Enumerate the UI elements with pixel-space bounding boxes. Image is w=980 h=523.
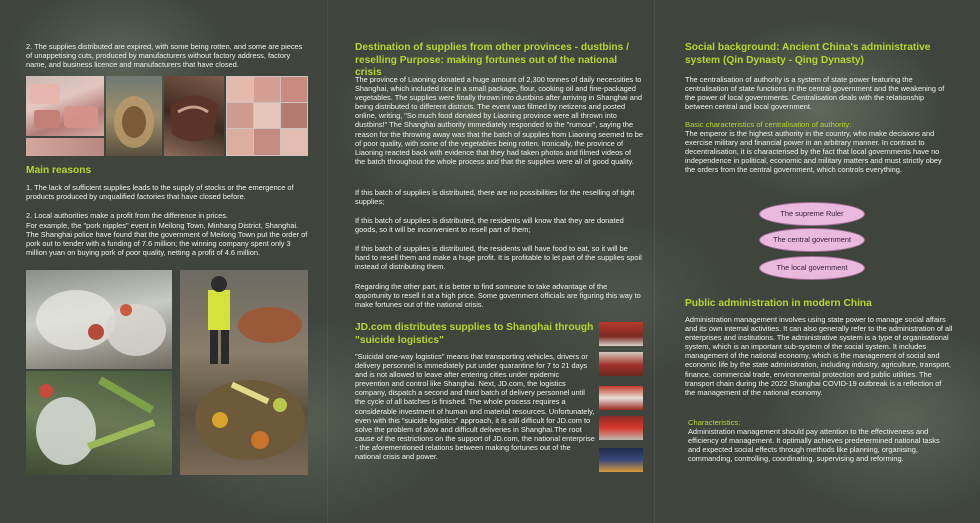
reason-2-title: 2. Local authorities make a profit from the difference in prices. [26, 211, 228, 220]
reason-no-resell: If this batch of supplies is distributed, there are no possibilities for the reselling of tight supplies; [355, 188, 635, 207]
jd-paragraph: "Suicidal one-way logistics" means that transporting vehicles, drivers or delivery personnel is immediately put under quarantine for 7 to 21 days and is not allowed to leave after entering cities under epidemic prevention and control like Shanghai. Next, JD.com, the logistics company, dispatch a second and third batch of delivery personnel until the cycle of all batches is finished. The whole process requires a considerable investment of human and material resources. Unfortunately, even with this "suicide logistics" approach, it is still difficult for JD.com to solve the problem of slow and difficult deliveries in Shanghai.The root cause of the restrictions on the support of JD.com, the national enterprise - the aforementioned relations between making fortunes out of the national crisis and power. [355, 352, 595, 462]
basic-characteristics-subheading: Basic characteristics of centralisation of authority: [685, 120, 852, 129]
reason-1: 1. The lack of sufficient supplies leads to the supply of stocks or the emergence of products produced by unqualified factories that have closed before. [26, 183, 294, 202]
characteristics-paragraph: Administration management should pay attention to the effectiveness and efficiency of management. It optimally achieves predetermined national tasks and expected social effects through methods like planning, organising, commanding, controlling, coordinating, supervising and reforming. [688, 427, 940, 464]
left-column [0, 0, 327, 523]
hierarchy-local-government: The local government [759, 256, 865, 280]
social-background-heading: Social background: Ancient China's administrative system (Qin Dynasty - Qing Dynasty) [685, 42, 931, 66]
photo-jd-4 [599, 416, 643, 440]
photo-jd-5 [599, 448, 643, 472]
photo-dark-meat [164, 76, 224, 156]
hierarchy-supreme-ruler: The supreme Ruler [759, 202, 865, 226]
characteristics-subheading: Characteristics: [688, 418, 741, 427]
photo-jd-3 [599, 386, 643, 410]
emperor-paragraph: The emperor is the highest authority in the country, who make decisions and exercise military and financial power in an arbitrary manner. In contrast to decentralisation, it is characterised by the fact that local governments have no independence in political, economic and military matters and must strictly obey the orders from the central government, which controls everything. [685, 129, 942, 175]
reason-donated: If this batch of supplies is distributed, the residents will know that they are donated goods, so it will be inconvenient to resell part of them; [355, 216, 624, 235]
public-administration-heading: Public administration in modern China [685, 298, 872, 309]
photo-jd-1 [599, 322, 643, 346]
photo-bagged-meat [106, 76, 162, 156]
photo-plastic-bags [26, 270, 172, 369]
photo-meat-packs [26, 76, 104, 136]
reason-profit: If this batch of supplies is distributed, the residents will have food to eat, so it will be hard to resell them and make a huge profit. It is profitable to let part of the supplies spoil instead of distributing them. [355, 244, 642, 272]
resell-paragraph: Regarding the other part, it is better to find someone to take advantage of the opportunity to resell it at a high price. Some government officials are figuring this way to make fortunes out of the national crisis. [355, 282, 641, 310]
photo-rotting-vegetables [26, 371, 172, 475]
reason-2-body: For example, the "pork nipples" event in Meilong Town, Minhang District, Shanghai. The Shanghai police have found that the government of Meilong Town put the order of pork out to tender with a funding of 7.6 million; the winning company spent only 3 million yuan on buying pork of poor quality, netting a profit of 4.6 million. [26, 221, 308, 258]
supplies-paragraph: 2. The supplies distributed are expired, with some being rotten, and some are pieces of unappetising cuts, produced by manufacturers without factory address, factory name, and business licence and manufacturers that have closed. [26, 42, 303, 70]
photo-worker-and-food [180, 270, 308, 475]
centralisation-paragraph: The centralisation of authority is a system of state power featuring the centralisation of state functions in the central government and the weakening of the power of local governments. Centralisation deals with the relationship between central and local government. [685, 75, 945, 112]
jd-heading: JD.com distributes supplies to Shanghai through "suicide logistics" [355, 322, 594, 346]
hierarchy-central-government: The central government [759, 228, 865, 252]
photo-grid-cuts [226, 76, 308, 156]
main-reasons-heading: Main reasons [26, 165, 92, 176]
photo-jd-2 [599, 352, 643, 376]
destination-heading: Destination of supplies from other provinces - dustbins / reselling Purpose: making fortunes out of the national crisis [355, 42, 629, 79]
administration-paragraph: Administration management involves using state power to manage social affairs and its own internal activities. It can also generally refer to the administration of all enterprises and institutions. The administrative system is a type of organisational system, which is an important sub-system of the social system. It includes management of the national economy, which is the management of social and economic life by the state administration, including industry, agriculture, transport, finance, commercial trade, environmental protection and public utilities. The transport chain during the 2022 Shanghai COVID-19 outbreak is a reflection of the management of the national economy. [685, 315, 953, 397]
photo-meat-bottom [26, 138, 104, 156]
liaoning-paragraph: The province of Liaoning donated a huge amount of 2,300 tonnes of daily necessities to Shanghai, which included rice in a small package, flour, cooking oil and fine-packaged vegetables. The supplies were finally thrown into dustbins after arriving in Shanghai and being distributed to different districts. The event was filmed by netizens and posted online, writing, "So much food donated by Liaoning province were all thrown into dustbins!" The Shanghai authority immediately responded to the "rumour", saying the reason for the throwing away was that the batch of supplies from Liaoning seemed to be of poor quality, with some of the vegetables being rotten. Ironically, the province of Liaoning reacted back with evidence that they had taken photos and filmed videos of the batch throughout the whole process and that the supplies were all of good quality. [355, 75, 643, 166]
